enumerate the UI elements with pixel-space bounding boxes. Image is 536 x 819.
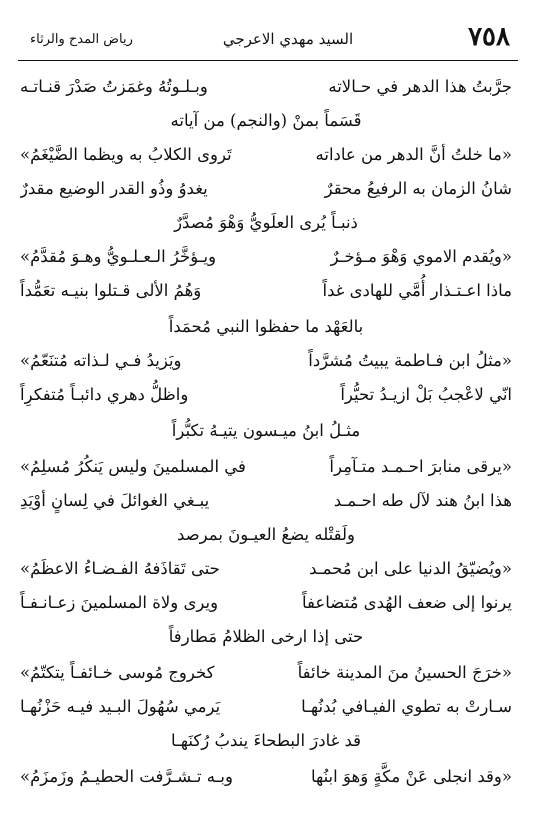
verse-line <box>20 656 512 690</box>
second-hemistich: واظلُّ دهري دائبـاً مُتفكرِاً <box>20 385 189 404</box>
verse-line <box>20 378 512 412</box>
verse-line <box>20 690 512 724</box>
first-hemistich: شانُ الزمان به الرفيعُ محقرٌ <box>324 179 512 198</box>
verse-line <box>20 552 512 586</box>
verse-line-center: حتى إذا ارخى الظلامُ مَطارفاً <box>168 627 364 646</box>
first-hemistich: «ما خلتُ أنَّ الدهر من عاداته <box>315 145 512 164</box>
second-hemistich: في المسلمينَ وليس يَنكُرُ مُسلِمُ» <box>20 457 246 476</box>
verse-line <box>20 344 512 378</box>
book-title: السيد مهدي الاعرجي <box>222 30 354 48</box>
first-hemistich: «خرَجَ الحسينُ منَ المدينة خائفاً <box>297 663 512 682</box>
first-hemistich: جرَّبتُ هذا الدهر في حـالاته <box>328 77 512 96</box>
first-hemistich: ماذا اعـتـذار أُمَّي للهادى غداً <box>322 281 512 300</box>
second-hemistich: حتى تَقاذَفهُ الفـضـاءُ الاعظَمُ» <box>20 559 220 578</box>
verse-line-center: مثـلُ ابنُ ميـسون يتيـهُ تكبُّراً <box>171 421 361 440</box>
page-number: ٧٥٨ <box>468 22 510 52</box>
first-hemistich: هذا ابنُ هند لآل طه احـمـد <box>333 491 512 510</box>
second-hemistich: وبـلـوتُهُ وغمَزتُ صَدْرَ قنـاتـه <box>20 77 208 96</box>
second-hemistich: يَرمي سُهُولَ البـيد فيـه حَزْنُهـا <box>20 697 221 716</box>
first-hemistich: «مثلُ ابن فـاطمة يبيتُ مُشرَّداً <box>308 351 512 370</box>
second-hemistich: ويَزيدُ فـي لـذاته مُتنَعّمُ» <box>20 351 182 370</box>
second-hemistich: كخروج مُوسى خـائفـاً يتكتّمُ» <box>20 663 215 682</box>
first-hemistich: «يرقى منابرَ احـمـد متـآمِراً <box>329 457 512 476</box>
second-hemistich: وبـه تـشـرَّفت الحطيـمُ وزَمزَمُ» <box>20 767 233 786</box>
section-title: رياض المدح والرثاء <box>30 32 133 47</box>
header-rule <box>18 60 518 61</box>
second-hemistich: ويـؤخَّرُ الـعـلـويُّ وهـوَ مُقدَّمُ» <box>20 247 217 266</box>
second-hemistich: تَروى الكلابُ به ويظما الضَّيْغَمُ» <box>20 145 232 164</box>
first-hemistich: يرنوا إلى ضعف الهُدى مُتضاعفاً <box>302 593 512 612</box>
verse-line <box>20 274 512 308</box>
verse-line <box>20 172 512 206</box>
first-hemistich: «ويُضيّقُ الدنيا على ابن مُحمـد <box>309 559 512 578</box>
verse-line <box>20 240 512 274</box>
second-hemistich: يغدوُ وذُو القدر الوضيع مقدرٌ <box>20 179 208 198</box>
verse-line <box>20 450 512 484</box>
verse-line-center: ولَقتْله يضعُ العيـونَ بمرصد <box>177 525 355 544</box>
first-hemistich: «وقد انجلى عَنْ مكَّةٍ وَهوَ ابنُها <box>310 767 512 786</box>
second-hemistich: يبـغي الغوائلَ في لِسانٍ أوْيَدِ <box>20 491 210 510</box>
first-hemistich: «ويُقدم الاموي وَهْوَ مـؤخـرٌ <box>330 247 512 266</box>
verse-line <box>20 138 512 172</box>
page-header <box>18 22 518 62</box>
verse-line-center: قد غادرَ البطحاءَ يندبُ رُكنَهـا <box>170 731 362 750</box>
first-hemistich: سـارتْ به تطوي الفيـافي بُدنُهـا <box>301 697 512 716</box>
second-hemistich: ويرى ولاة المسلمينَ زعـانـفـاً <box>20 593 219 612</box>
verse-line <box>20 586 512 620</box>
verse-line <box>20 70 512 104</box>
verse-line-center: ذنبـاً يُرى العلَويُّ وَهْوَ مُصدَّرٌ <box>174 213 358 232</box>
verse-line-center: بالعَهْد ما حفظوا النبي مُحمَداً <box>168 317 364 336</box>
second-hemistich: وَهُمُ الألى قـتلوا بنيـه تعَمُّداً <box>20 281 202 300</box>
first-hemistich: انّي لاعْجبُ بَلْ ازيـدُ تحيُّراً <box>340 385 512 404</box>
verse-line-center: قَسَماً بمنْ (والنجم) من آياته <box>170 111 362 130</box>
verse-line <box>20 484 512 518</box>
verse-line <box>20 760 512 794</box>
